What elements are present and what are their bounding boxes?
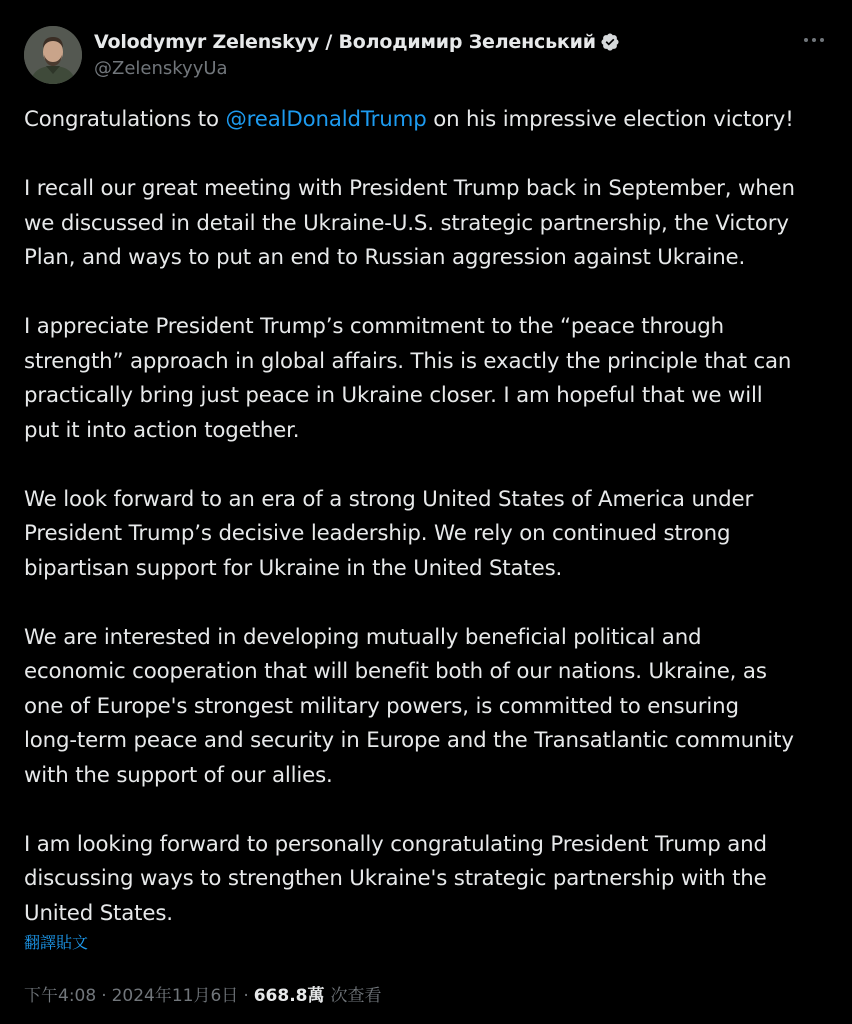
author-handle[interactable]: @ZelenskyyUa [94,58,228,79]
views-label: 次查看 [330,986,382,1006]
text-segment: on his impressive election victory! [426,107,794,132]
tweet-header [24,26,834,84]
paragraph-4: We look forward to an era of a strong United States of America under President Trump’s decisive leadership. We rely on continued strong bipartisan support for Ukraine in the United States. [24,486,754,581]
tweet-body [24,103,839,931]
tweet-meta [24,981,382,1006]
paragraph-3: I appreciate President Trump’s commitment to the “peace through strength” approach in global affairs. This is exactly the principle that can practically bring just peace in Ukraine closer. I am hopeful that we will put it into action together. [24,314,792,443]
paragraph-5: We are interested in developing mutually beneficial political and economic cooperation that will benefit both of our nations. Ukraine, as one of Europe's strongest military powers, is committed to ensuring long-term peace and security in Europe and the Transatlantic community with the support of our allies. [24,624,794,788]
paragraph-1 [24,103,839,138]
meta-separator: · [243,986,249,1006]
post-date[interactable]: 2024年11月6日 [111,986,239,1006]
text-segment: Congratulations to [24,107,226,132]
avatar[interactable] [24,26,82,84]
verified-badge-icon[interactable] [600,32,620,52]
paragraph-6: I am looking forward to personally congratulating President Trump and discussing ways to strengthen Ukraine's strategic partnership with the United States. [24,831,767,926]
paragraph-2: I recall our great meeting with President Trump back in September, when we discussed in detail the Ukraine-U.S. strategic partnership, the Victory Plan, and ways to put an end to Russian aggression against Ukraine. [24,176,795,270]
mention-link[interactable]: @realDonaldTrump [225,107,427,132]
display-name-row [94,28,620,56]
post-time[interactable]: 下午4:08 [24,986,97,1006]
views-count: 668.8萬 [253,986,325,1006]
translate-post-link[interactable]: 翻譯貼文 [24,933,89,952]
display-name[interactable]: Volodymyr Zelenskyy / Володимир Зеленський [94,31,596,53]
author-names [94,28,620,79]
meta-separator: · [101,986,107,1006]
more-horizontal-icon[interactable] [800,30,828,50]
avatar-image [24,26,82,84]
